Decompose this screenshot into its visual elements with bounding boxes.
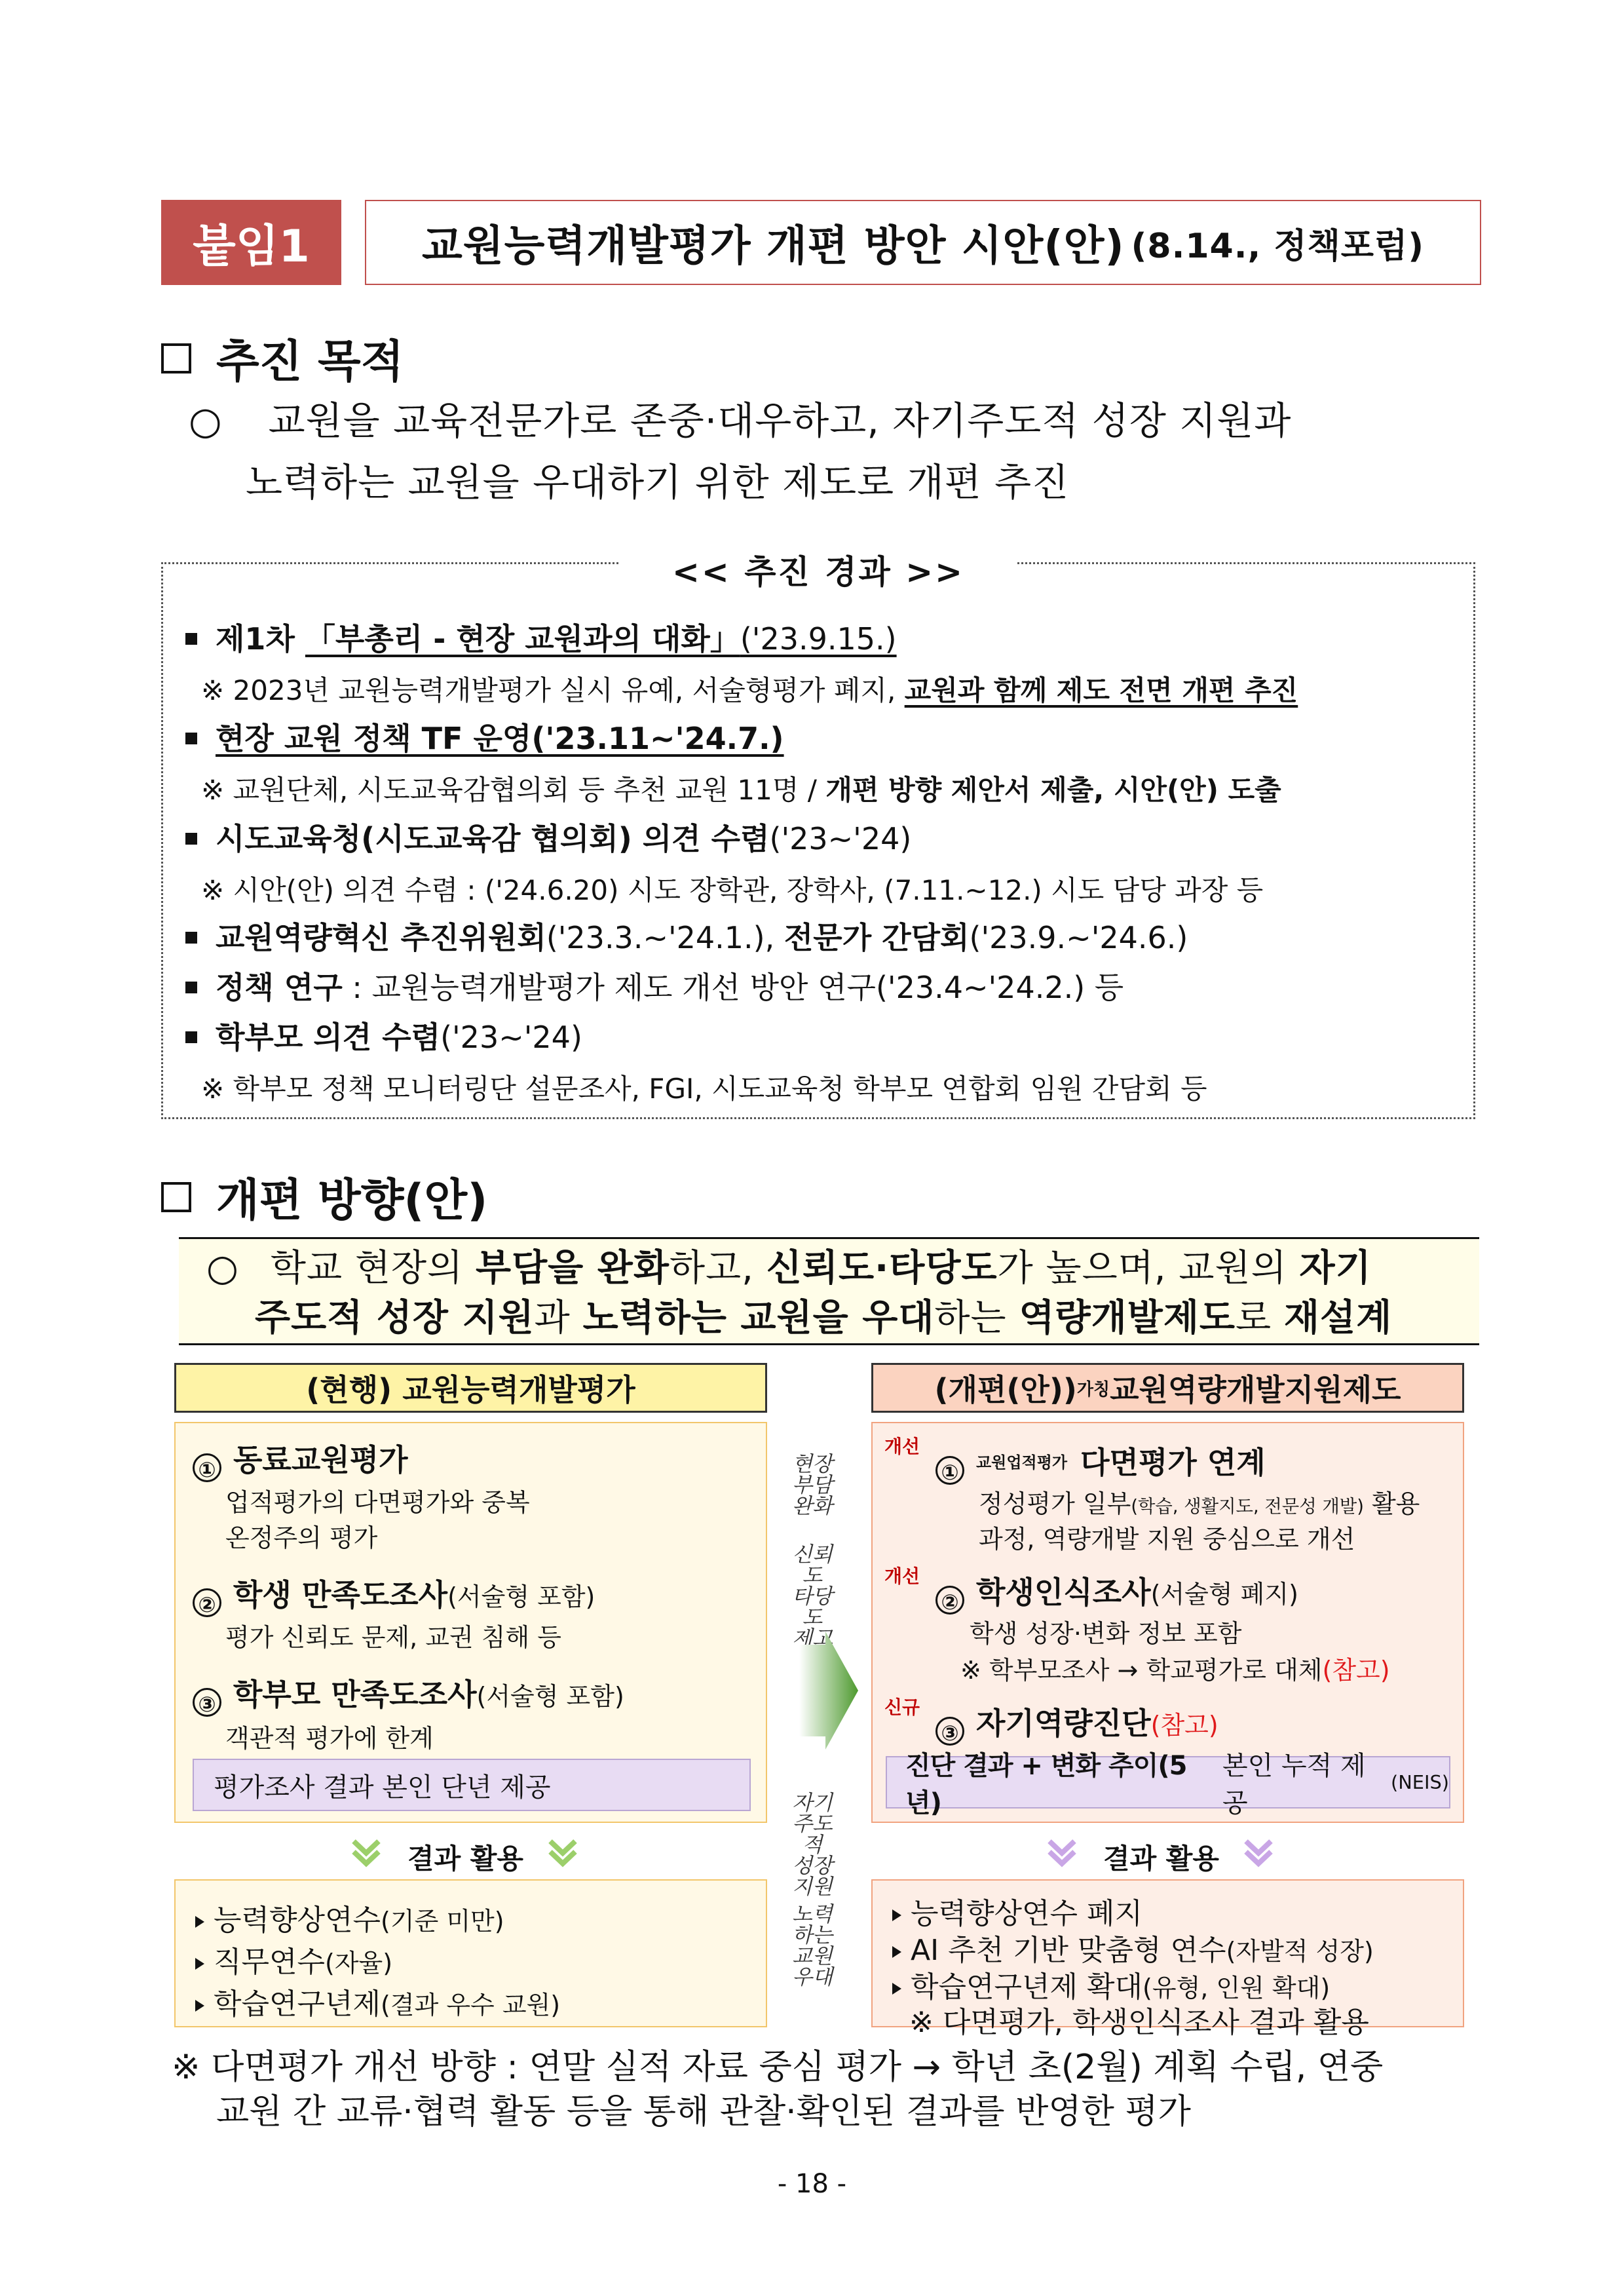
current-use-panel <box>174 1879 767 2027</box>
proposed-use-3: 학습연구년제 확대(유형, 인원 확대) <box>892 1963 1330 2005</box>
proposed-item-multi: ① 교원업적평가 다면평가 연계 <box>935 1439 1266 1485</box>
direction-line-1: ○ 학교 현장의 부담을 완화하고, 신뢰도·타당도가 높으며, 교원의 자기 <box>206 1247 1372 1290</box>
history-item-5: 정책 연구 : 교원능력개발평가 제도 개선 방안 연구('23.4~'24.2.) 등 <box>181 964 1124 1007</box>
proposed-item-multi-desc-2: 과정, 역량개발 지원 중심으로 개선 <box>979 1525 1355 1554</box>
middle-label-reliability: 신뢰도 타당도 제고 <box>792 1542 833 1651</box>
history-note-2: ※ 교원단체, 시도교육감협의회 등 추천 교원 11명 / 개편 방향 제안서 제출, 시안(안) 도출 <box>201 774 1281 806</box>
square-bullet-icon <box>185 982 197 993</box>
title-date: (8.14., 정책포럼) <box>1131 226 1425 266</box>
tag-new: 신규 <box>884 1696 920 1718</box>
current-item-student-desc: 평가 신뢰도 문제, 교권 침해 등 <box>225 1623 561 1652</box>
triangle-bullet-icon <box>892 1946 901 1958</box>
proposed-item-multi-desc-1: 정성평가 일부(학습, 생활지도, 전문성 개발) 활용 <box>979 1489 1420 1518</box>
arrow-right-icon <box>799 1632 858 1750</box>
progress-history-box <box>161 553 1475 1119</box>
history-note-3: ※ 시안(안) 의견 수렴 : ('24.6.20) 시도 장학관, 장학사, (7.11.~12.) 시도 담당 과장 등 <box>201 874 1264 906</box>
tag-improve: 개선 <box>884 1565 920 1587</box>
section-heading-text: 개편 방향(안) <box>216 1175 488 1227</box>
triangle-bullet-icon <box>892 1909 901 1921</box>
progress-history-title: << 추진 경과 >> <box>163 546 1473 593</box>
attachment-tag: 붙임1 <box>161 200 341 285</box>
current-use-1: 능력향상연수(기준 미만) <box>195 1896 504 1938</box>
tag-improve: 개선 <box>884 1436 920 1457</box>
circle-bullet-icon: ○ <box>189 398 223 443</box>
footnote-line-2: 교원 간 교류·협력 활동 등을 통해 관찰·확인된 결과를 반영한 평가 <box>216 2092 1191 2132</box>
triangle-bullet-icon <box>892 1983 901 1995</box>
square-bullet-icon <box>185 932 197 944</box>
history-note-6: ※ 학부모 정책 모니터링단 설문조사, FGI, 시도교육청 학부모 연합회 임원 간담회 등 <box>201 1073 1207 1105</box>
current-item-student: ② 학생 만족도조사(서술형 포함) <box>193 1571 595 1617</box>
footnote-line-1: ※ 다면평가 개선 방향 : 연말 실적 자료 중심 평가 → 학년 초(2월) 계획 수립, 연중 <box>172 2048 1384 2087</box>
proposed-items-panel <box>871 1422 1464 1823</box>
checkbox-icon <box>161 1182 191 1212</box>
history-item-2: 현장 교원 정책 TF 운영('23.11~'24.7.) <box>181 715 784 758</box>
proposed-item-student-desc-2: ※ 학부모조사 → 학교평가로 대체(참고) <box>960 1656 1390 1685</box>
chevron-down-icon <box>548 1839 578 1867</box>
square-bullet-icon <box>185 733 197 744</box>
current-result-pill: 평가조사 결과 본인 단년 제공 <box>193 1759 751 1811</box>
checkbox-icon <box>161 343 191 373</box>
current-use-3: 학습연구년제(결과 우수 교원) <box>195 1980 560 2022</box>
chevron-down-icon <box>351 1839 381 1867</box>
history-item-1: 제1차 「부총리 - 현장 교원과의 대화」('23.9.15.) <box>181 615 897 659</box>
current-item-peer-desc-1: 업적평가의 다면평가와 중복 <box>225 1488 530 1517</box>
proposed-use-2: AI 추천 기반 맞춤형 연수(자발적 성장) <box>892 1926 1374 1968</box>
direction-summary-box <box>179 1237 1479 1345</box>
current-system-header: (현행) 교원능력개발평가 <box>174 1363 767 1413</box>
proposed-use-panel <box>871 1879 1464 2039</box>
history-item-4: 교원역량혁신 추진위원회('23.3.~'24.1.), 전문가 간담회('23.9.~'24.6.) <box>181 914 1188 957</box>
circle-bullet-icon: ○ <box>206 1247 239 1290</box>
title-text: 교원능력개발평가 개편 방안 시안(안) <box>421 222 1125 271</box>
direction-line-2: 주도적 성장 지원과 노력하는 교원을 우대하는 역량개발제도로 재설계 <box>255 1297 1393 1339</box>
triangle-bullet-icon <box>195 2000 204 2012</box>
square-bullet-icon <box>185 633 197 645</box>
section-heading-direction <box>161 1165 487 1229</box>
current-use-2: 직무연수(자율) <box>195 1938 392 1980</box>
section-heading-purpose <box>161 326 404 390</box>
proposed-result-pill: 진단 결과 + 변화 추이(5년) 본인 누적 제공 (NEIS) <box>886 1756 1450 1808</box>
page-number: - 18 - <box>777 2169 847 2199</box>
history-item-3: 시도교육청(시도교육감 협의회) 의견 수렴('23~'24) <box>181 815 911 858</box>
current-result-use-label: 결과 활용 <box>351 1835 600 1874</box>
history-note-1: ※ 2023년 교원능력개발평가 실시 유예, 서술형평가 폐지, 교원과 함께 제도 전면 개편 추진 <box>201 674 1298 706</box>
chevron-down-icon <box>1047 1839 1077 1867</box>
square-bullet-icon <box>185 833 197 845</box>
proposed-item-self: ③ 자기역량진단(참고) <box>935 1700 1218 1746</box>
triangle-bullet-icon <box>195 1916 204 1928</box>
current-items-panel <box>174 1422 767 1823</box>
proposed-item-student: ② 학생인식조사(서술형 폐지) <box>935 1569 1298 1615</box>
current-item-peer-desc-2: 온정주의 평가 <box>225 1523 378 1552</box>
current-item-parent: ③ 학부모 만족도조사(서술형 포함) <box>193 1671 624 1717</box>
page-title <box>365 200 1481 285</box>
current-item-peer: ① 동료교원평가 <box>193 1436 408 1482</box>
proposed-result-use-label: 결과 활용 <box>1047 1835 1296 1874</box>
middle-label-burden: 현장 부담 완화 <box>792 1451 833 1518</box>
proposed-use-note: ※ 다면평가, 학생인식조사 결과 활용 <box>909 2006 1369 2039</box>
purpose-line-1 <box>189 391 1291 451</box>
purpose-line-2: 노력하는 교원을 우대하기 위한 제도로 개편 추진 <box>246 460 1070 505</box>
proposed-use-1: 능력향상연수 폐지 <box>892 1890 1142 1932</box>
middle-label-selfgrowth: 자기 주도적 성장 지원 <box>792 1790 833 1899</box>
proposed-item-student-desc-1: 학생 성장·변화 정보 포함 <box>970 1619 1242 1648</box>
middle-label-reward: 노력 하는 교원 우대 <box>792 1902 833 1989</box>
current-item-parent-desc: 객관적 평가에 한계 <box>225 1724 434 1753</box>
proposed-system-header: (개편(안)) 가칭 교원역량개발지원제도 <box>871 1363 1464 1413</box>
square-bullet-icon <box>185 1031 197 1043</box>
purpose-text-1: 교원을 교육전문가로 존중·대우하고, 자기주도적 성장 지원과 <box>268 398 1292 443</box>
chevron-down-icon <box>1243 1839 1274 1867</box>
history-item-6: 학부모 의견 수렴('23~'24) <box>181 1014 582 1057</box>
triangle-bullet-icon <box>195 1958 204 1970</box>
section-heading-text: 추진 목적 <box>216 336 404 388</box>
